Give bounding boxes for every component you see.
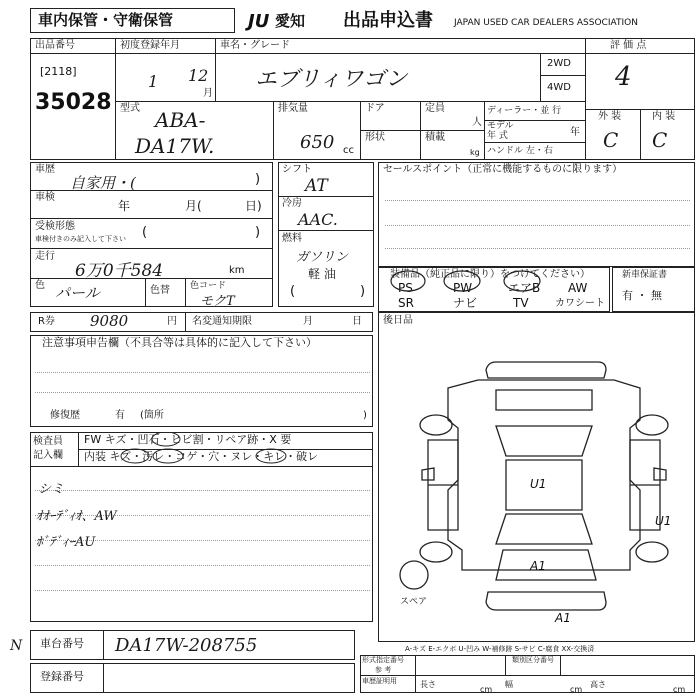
exterior-label: 外 装 (598, 111, 622, 122)
rating-label: 評 価 点 (610, 40, 647, 51)
deadline-month: 月 (303, 316, 313, 327)
reception-sub: 車検付きのみ記入して下さい (35, 235, 126, 243)
mileage-value: 6万0千584 (75, 261, 164, 281)
inspection-label: 車検 (35, 192, 55, 203)
mark-u1-right: U1 (655, 514, 672, 528)
equip-sr: SR (398, 296, 414, 310)
deadline-day: 日 (352, 316, 362, 327)
equip-tv: TV (513, 296, 529, 310)
mark-a1-center: A1 (530, 559, 546, 573)
history-value: 自家用・( (70, 174, 136, 192)
repair-label: 修復歴 (50, 410, 80, 421)
form-number-label: 形式指定番号 (362, 656, 404, 664)
sales-point-box (378, 162, 695, 267)
length-label: 長さ (420, 680, 436, 689)
vehicle-name-label: 車名・グレード (220, 40, 290, 51)
recycle-label: R券 (38, 316, 55, 327)
equip-aw: AW (568, 281, 588, 295)
interior-row: 内装 キズ・汚レ・コゲ・穴・ヌレ・キレ・破レ (84, 450, 319, 463)
repair-close: ) (363, 410, 367, 421)
sales-point-label: セールスポイント（正常に機能するものに限ります） (383, 164, 623, 175)
width-unit: cm (570, 685, 583, 694)
reception-close: ) (255, 225, 261, 240)
door-label: ドア (365, 103, 385, 114)
capacity-label: 定員 (425, 103, 445, 114)
model-label: 型式 (120, 103, 140, 114)
registration-month-unit: 月 (203, 88, 213, 99)
mileage-label: 走行 (35, 251, 55, 262)
aircon-label: 冷房 (282, 198, 302, 209)
reception-label: 受検形態 (35, 221, 75, 232)
mark-u1-top: U1 (530, 477, 547, 491)
inspection-month: 月( (185, 199, 202, 213)
height-unit: cm (673, 685, 686, 694)
fuel-paren: ( (290, 284, 296, 299)
aircon-value: AAC. (298, 210, 338, 229)
handle-label: ハンドル 左・右 (487, 146, 553, 156)
inspection-year: 年 (118, 199, 131, 213)
category-number-label: 類別区分番号 (512, 656, 554, 664)
equip-seat: カワシート (555, 298, 605, 309)
model-line2: DA17W. (135, 134, 215, 158)
fw-row: FW キズ・凹石・ヒビ割・リペア跡・X 要 (84, 433, 292, 446)
first-registration-label: 初度登録年月 (120, 40, 180, 51)
inspector-note-2: ｵｵｰﾃﾞｨｵ、AW (36, 509, 117, 524)
displacement-unit: cc (343, 145, 354, 156)
vehicle-name: エブリィワゴン (255, 67, 408, 92)
displacement-value: 650 (300, 132, 335, 153)
org-name: 愛知 (275, 12, 306, 30)
color-code-label: 色コード (190, 281, 227, 291)
mileage-unit: km (229, 265, 245, 276)
dealer-label: ディーラー・並 行 (487, 106, 562, 116)
model-year-unit: 年 (570, 127, 580, 138)
drive-2wd: 2WD (547, 58, 571, 69)
equipment-circle-marks (378, 260, 610, 300)
repair-open: (箇所 (140, 410, 164, 421)
inspector-note-3: ﾎﾞﾃﾞｨｰAU (36, 535, 96, 550)
fuel-paren-close: ) (360, 284, 366, 299)
color-code-value: モクT (200, 294, 235, 309)
model-line1: ABA- (155, 108, 206, 132)
capacity-unit: 人 (472, 117, 482, 128)
equip-airbag: エアB (508, 281, 541, 295)
recycle-value: 9080 (90, 312, 129, 330)
reg-number-label: 登録番号 (40, 670, 84, 683)
ju-logo: JU (248, 11, 270, 32)
model-year-label2: 年 式 (487, 131, 508, 141)
interior-grade: C (652, 128, 668, 152)
new-warranty-label: 新車保証書 (622, 270, 668, 280)
mark-a1-bottom: A1 (555, 611, 571, 625)
fuel-label: 燃料 (282, 233, 302, 244)
inspector-label-2: 記入欄 (33, 450, 63, 461)
rating-score: 4 (615, 62, 632, 92)
rear-seat-label: 後日品 (383, 315, 413, 326)
reception-open: ( (142, 225, 148, 240)
deadline-label: 名変通知期限 (192, 316, 252, 327)
loading-unit: kg (470, 148, 480, 157)
shape-label: 形状 (365, 132, 385, 143)
chassis-side-mark: N (10, 638, 23, 654)
model-year-label: モデル (487, 121, 514, 131)
recycle-unit: 円 (167, 316, 177, 327)
form-title: 出品申込書 (343, 10, 433, 31)
inspector-circle-marks (78, 432, 373, 466)
displacement-label: 排気量 (278, 103, 308, 114)
equip-ps: PS (398, 281, 413, 295)
shift-label: シフト (282, 164, 312, 175)
equip-navi: ナビ (453, 296, 478, 310)
width-label: 幅 (505, 680, 513, 689)
chassis-number: DA17W-208755 (115, 635, 258, 656)
lot-sub-number: [2118] (40, 65, 77, 78)
color-value: パール (55, 284, 100, 302)
new-warranty-value: 有 ・ 無 (622, 289, 662, 302)
repair-value: 有 (115, 410, 125, 421)
damage-legend: A-キズ E-エクボ U-凹み W-補修跡 S-サビ C-腐食 XX-交換済 (405, 645, 595, 653)
interior-label: 内 装 (652, 111, 676, 122)
history-label: 車歴 (35, 164, 55, 175)
history-close: ) (255, 172, 261, 187)
ref-label: 参 考 (375, 666, 392, 674)
drive-4wd: 4WD (547, 82, 571, 93)
association-name: JAPAN USED CAR DEALERS ASSOCIATION (454, 18, 638, 28)
fuel-value-2: 軽 油 (308, 267, 336, 281)
length-unit: cm (480, 685, 493, 694)
inspector-note-1: シミ (38, 482, 65, 497)
chassis-label: 車台番号 (40, 637, 84, 650)
registration-month: 12 (188, 66, 209, 85)
height-label: 高さ (590, 680, 606, 689)
storage-note: 車内保管・守衛保管 (38, 11, 174, 29)
equip-pw: PW (453, 281, 473, 295)
equipment-label: 装備品（純正品に限り）をつけてください） (390, 269, 590, 280)
top-section (30, 38, 695, 160)
color-label: 色 (35, 280, 45, 291)
fuel-value-1: ガソリン (296, 250, 349, 265)
notes-label: 注意事項申告欄（不具合等は具体的に記入して下さい） (42, 336, 317, 349)
color-change-label: 色替 (150, 285, 170, 296)
loading-label: 積載 (425, 132, 445, 143)
inspector-label-1: 検査員 (33, 436, 63, 447)
exterior-grade: C (603, 128, 619, 152)
lot-number-label: 出品番号 (35, 40, 75, 51)
inspection-day: 日) (245, 199, 262, 213)
lot-number: 35028 (35, 90, 112, 115)
spare-label: スペア (400, 597, 428, 607)
registration-year: 1 (148, 72, 159, 91)
shift-value: AT (305, 176, 328, 196)
cert-label: 車歴証明用 (362, 677, 397, 685)
